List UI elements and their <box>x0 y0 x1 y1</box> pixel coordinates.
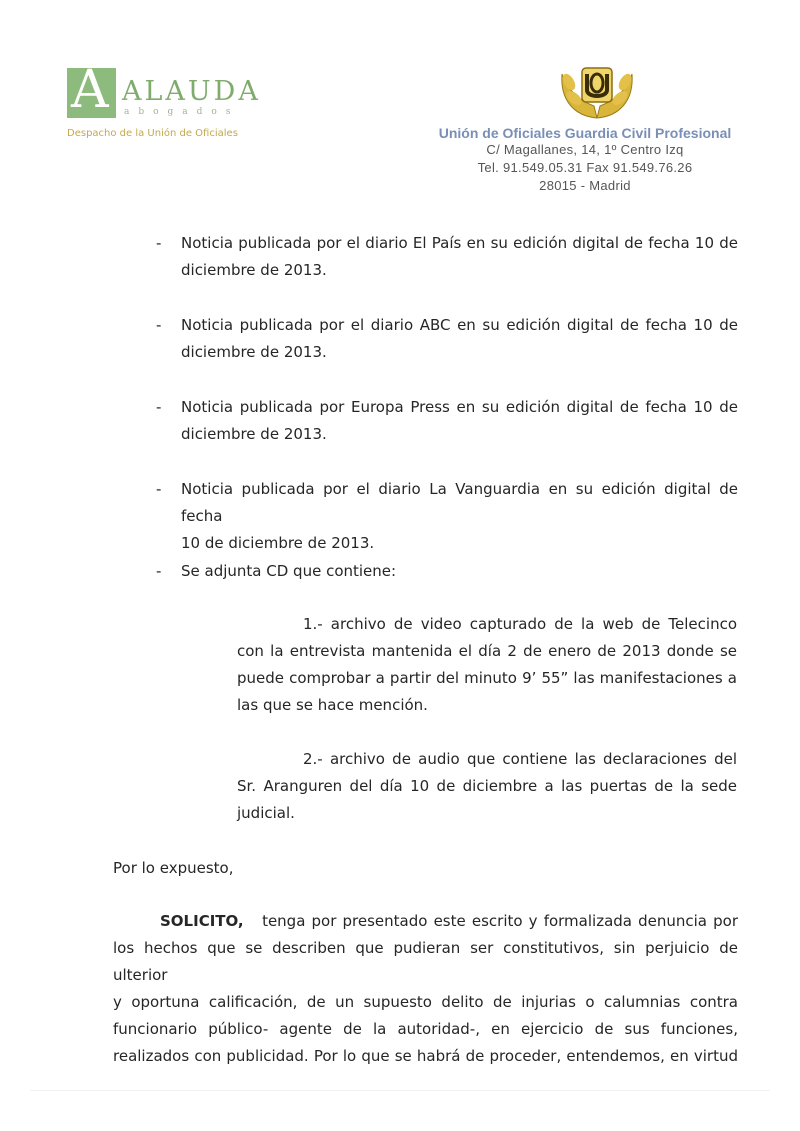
logo-name: ALAUDA <box>122 76 261 107</box>
cd-sub-item-video <box>237 611 737 719</box>
solicito-line: funcionario público- agente de la autoridad-, en ejercicio de sus funciones, <box>113 1020 738 1038</box>
solicito-line <box>113 908 738 935</box>
solicito-keyword: SOLICITO, <box>160 912 244 930</box>
org-block <box>420 125 750 195</box>
solicito-line: los hechos que se describen que pudieran ser constitutivos, sin perjuicio de ulterior <box>113 939 738 984</box>
bullet-line: diciembre de 2013. <box>181 261 327 279</box>
sub-item-line: 1.- archivo de video capturado de la web de Telecinco <box>303 615 737 633</box>
bullet-line: Noticia publicada por el diario ABC en su edición digital de fecha 10 de <box>181 316 738 334</box>
logo-mark <box>67 60 116 120</box>
solicito-line: realizados con publicidad. Por lo que se habrá de proceder, entendemos, en virtud <box>113 1047 738 1065</box>
guardia-civil-emblem-icon <box>554 60 640 122</box>
bullet-line: Noticia publicada por Europa Press en su edición digital de fecha 10 de <box>181 398 738 416</box>
sub-item-line: judicial. <box>237 804 295 822</box>
bullet-dash: - <box>156 316 162 334</box>
bullet-item <box>181 312 738 366</box>
bullet-dash: - <box>156 234 162 252</box>
solicito-paragraph <box>113 908 738 1070</box>
logo-tagline: Despacho de la Unión de Oficiales <box>67 128 238 139</box>
solicito-line-rest: tenga por presentado este escrito y formalizada denuncia por <box>262 912 738 930</box>
logo-letter: A <box>71 60 109 120</box>
org-address: C/ Magallanes, 14, 1º Centro Izq <box>486 142 684 157</box>
org-phone: Tel. 91.549.05.31 Fax 91.549.76.26 <box>477 160 693 175</box>
sub-item-line: 2.- archivo de audio que contiene las declaraciones del <box>303 750 737 768</box>
cd-sub-item-audio <box>237 746 737 827</box>
logo-subtitle: abogados <box>124 107 240 117</box>
org-city: 28015 - Madrid <box>539 178 631 193</box>
bullet-line: diciembre de 2013. <box>181 425 327 443</box>
sub-item-line: puede comprobar a partir del minuto 9’ 55” las manifestaciones a <box>237 669 737 687</box>
bullet-line: Noticia publicada por el diario La Vanguardia en su edición digital de fecha <box>181 480 738 525</box>
alauda-logo <box>67 60 267 148</box>
cd-attachment-text: Se adjunta CD que contiene: <box>181 562 397 580</box>
bullet-item <box>181 476 738 557</box>
bullet-line: Noticia publicada por el diario El País en su edición digital de fecha 10 de <box>181 234 738 252</box>
sub-item-line: con la entrevista mantenida el día 2 de enero de 2013 donde se <box>237 642 737 660</box>
bullet-line: diciembre de 2013. <box>181 343 327 361</box>
bullet-dash: - <box>156 480 162 498</box>
org-name: Unión de Oficiales Guardia Civil Profesional <box>438 125 732 141</box>
bullet-item <box>181 230 738 284</box>
bullet-line: 10 de diciembre de 2013. <box>181 534 375 552</box>
bullet-item <box>181 394 738 448</box>
sub-item-line: Sr. Aranguren del día 10 de diciembre a las puertas de la sede <box>237 777 737 795</box>
solicito-line: y oportuna calificación, de un supuesto delito de injurias o calumnias contra <box>113 993 738 1011</box>
scan-edge-line <box>30 1090 770 1091</box>
bullet-dash: - <box>156 398 162 416</box>
bullet-dash: - <box>156 562 162 580</box>
por-lo-expuesto: Por lo expuesto, <box>113 859 234 877</box>
sub-item-line: las que se hace mención. <box>237 696 428 714</box>
